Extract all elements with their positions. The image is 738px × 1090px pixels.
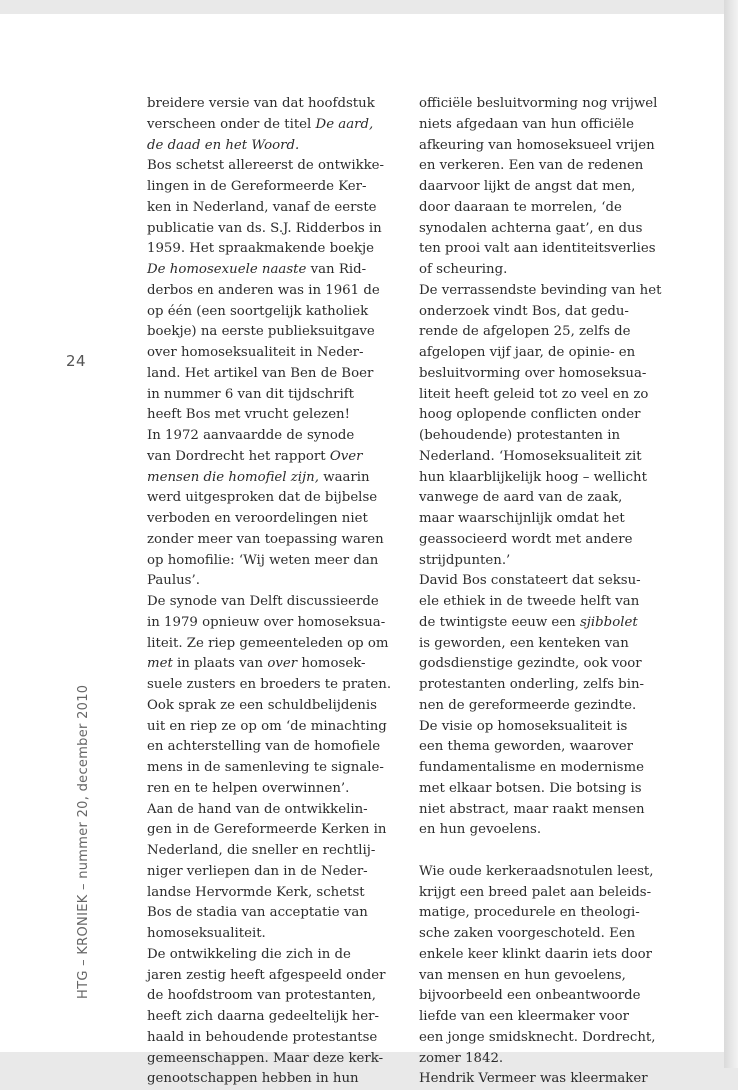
text-run: derbos en anderen was in 1961 de — [147, 282, 380, 298]
text-run: suele zusters en broeders te praten. — [147, 677, 392, 692]
text-run: van mensen en hun gevoelens, — [419, 967, 626, 983]
text-run: homoseksualiteit. — [147, 926, 266, 941]
text-run: liefde van een kleermaker voor — [419, 1009, 629, 1024]
text-line — [419, 696, 665, 717]
text-run: van Dordrecht het rapport — [147, 448, 330, 464]
text-run: matige, procedurele en theologi- — [419, 905, 640, 921]
text-run: Paulus’. — [147, 573, 200, 589]
text-run: Bos schetst allereerst de ontwikke- — [147, 158, 385, 174]
text-run: de twintigste eeuw een — [419, 614, 580, 630]
text-run: Aan de hand van de ontwikkelin- — [147, 801, 368, 817]
text-run: land. Het artikel van Ben de Boer — [147, 365, 374, 381]
italic-text: Over — [329, 448, 363, 464]
text-line — [147, 903, 393, 924]
text-run: nen de gereformeerde gezindte. — [419, 697, 637, 713]
text-line — [147, 136, 393, 157]
text-run: protestanten onderling, zelfs bin- — [419, 677, 645, 692]
italic-text: sjibbolet — [579, 614, 638, 630]
text-line — [419, 800, 665, 821]
text-line — [419, 758, 665, 779]
text-line — [419, 198, 665, 219]
text-line — [419, 115, 665, 136]
text-run: in 1979 opnieuw over homoseksua- — [147, 614, 386, 630]
text-line — [419, 924, 665, 945]
text-line — [147, 883, 393, 904]
text-line — [419, 986, 665, 1007]
text-line — [419, 239, 665, 260]
text-run: werd uitgesproken dat de bijbelse — [147, 490, 378, 506]
text-line — [147, 634, 393, 655]
text-run: verboden en veroordelingen niet — [147, 511, 368, 526]
text-run: niet abstract, maar raakt mensen — [419, 801, 645, 817]
text-run: fundamentalisme en modernisme — [419, 760, 644, 775]
text-line — [147, 717, 393, 738]
text-line — [419, 883, 665, 904]
text-line — [419, 136, 665, 157]
italic-text: de daad en het Woord. — [147, 137, 300, 153]
text-line — [419, 1049, 665, 1070]
text-line — [419, 468, 665, 489]
text-line — [419, 634, 665, 655]
text-line — [147, 1049, 393, 1070]
text-line — [147, 115, 393, 136]
text-line — [147, 343, 393, 364]
text-run: David Bos constateert dat seksu- — [419, 573, 641, 589]
text-line — [147, 281, 393, 302]
text-run: over homoseksualiteit in Neder- — [147, 345, 364, 360]
text-run: krijgt een breed palet aan beleids- — [419, 884, 652, 900]
text-line — [419, 364, 665, 385]
text-line — [147, 592, 393, 613]
text-line — [419, 156, 665, 177]
text-line — [147, 509, 393, 530]
text-run: niger verliepen dan in de Neder- — [147, 863, 368, 879]
text-line — [419, 426, 665, 447]
text-run: De visie op homoseksualiteit is — [419, 718, 628, 734]
text-run: synodalen achterna gaat’, en dus — [419, 220, 643, 236]
text-line — [419, 945, 665, 966]
text-run: (behoudende) protestanten in — [419, 428, 621, 443]
text-run: en hun gevoelens. — [419, 822, 542, 838]
text-line — [147, 468, 393, 489]
text-run: Ook sprak ze een schuldbelijdenis — [147, 697, 377, 713]
text-run: liteit. Ze riep gemeenteleden op om — [147, 635, 389, 651]
text-line — [147, 302, 393, 323]
text-line — [147, 405, 393, 426]
text-run: Nederland, die sneller en rechtlij- — [147, 843, 376, 858]
text-run: niets afgedaan van hun officiële — [419, 116, 635, 132]
text-run: bijvoorbeeld een onbeantwoorde — [419, 988, 641, 1004]
text-line — [147, 177, 393, 198]
text-line — [147, 551, 393, 572]
page-number: 24 — [66, 352, 87, 370]
text-line — [419, 488, 665, 509]
text-run: hun klaarblijkelijk hoog – wellicht — [419, 469, 647, 485]
text-line — [419, 1007, 665, 1028]
text-line — [147, 198, 393, 219]
text-run: afkeuring van homoseksueel vrijen — [419, 137, 655, 153]
text-run: liteit heeft geleid tot zo veel en zo — [419, 386, 649, 402]
text-run: op homofilie: ‘Wij weten meer dan — [147, 552, 379, 568]
text-run: De verrassendste bevinding van het — [419, 282, 662, 298]
text-run: sche zaken voorgeschoteld. Een — [419, 926, 636, 941]
text-run: met elkaar botsen. Die botsing is — [419, 780, 642, 796]
text-run: heeft Bos met vrucht gelezen! — [147, 407, 350, 423]
text-line — [419, 219, 665, 240]
italic-text: De homosexuele naaste — [147, 262, 307, 277]
text-line — [419, 571, 665, 592]
text-line — [419, 675, 665, 696]
text-line — [419, 613, 665, 634]
text-run: In 1972 aanvaardde de synode — [147, 428, 355, 443]
text-line — [147, 219, 393, 240]
text-line — [147, 322, 393, 343]
text-run: ken in Nederland, vanaf de eerste — [147, 199, 377, 215]
text-run: afgelopen vijf jaar, de opinie- en — [419, 345, 636, 360]
text-line — [147, 800, 393, 821]
text-run: in nummer 6 van dit tijdschrift — [147, 386, 355, 402]
text-run: ele ethiek in de tweede helft van — [419, 594, 640, 609]
text-line — [419, 94, 665, 115]
text-run: strijdpunten.’ — [419, 552, 511, 568]
text-line — [419, 302, 665, 323]
text-column-left — [147, 94, 393, 1090]
text-line — [147, 94, 393, 115]
text-run: een jonge smidsknecht. Dordrecht, — [419, 1029, 656, 1045]
text-line — [147, 820, 393, 841]
text-line — [147, 571, 393, 592]
text-run: zomer 1842. — [419, 1050, 504, 1066]
text-run: hoog oplopende conflicten onder — [419, 407, 641, 423]
text-run: in plaats van — [172, 656, 268, 672]
text-line — [419, 737, 665, 758]
text-run: maar waarschijnlijk omdat het — [419, 511, 625, 526]
text-run: vanwege de aard van de zaak, — [419, 490, 623, 506]
text-run: door daaraan te morrelen, ‘de — [419, 199, 622, 215]
text-line — [419, 820, 665, 841]
text-run: Wie oude kerkeraadsnotulen leest, — [419, 863, 654, 879]
text-line — [147, 385, 393, 406]
text-line — [147, 737, 393, 758]
text-run: verscheen onder de titel — [147, 116, 316, 132]
text-line — [147, 1069, 393, 1090]
text-line — [419, 385, 665, 406]
text-line — [147, 426, 393, 447]
text-line — [147, 924, 393, 945]
text-line — [419, 654, 665, 675]
text-line — [419, 862, 665, 883]
text-line — [419, 903, 665, 924]
text-line — [147, 1007, 393, 1028]
text-run: breidere versie van dat hoofdstuk — [147, 96, 375, 111]
text-line — [419, 1028, 665, 1049]
text-run: boekje) na eerste publieksuitgave — [147, 324, 375, 340]
text-column-right — [419, 94, 665, 1090]
text-line — [419, 177, 665, 198]
text-line — [147, 862, 393, 883]
text-line — [147, 260, 393, 281]
italic-text: over — [267, 656, 298, 672]
text-run: landse Hervormde Kerk, schetst — [147, 884, 365, 900]
text-run: De synode van Delft discussieerde — [147, 594, 379, 609]
italic-text: met — [147, 656, 173, 672]
text-run: haald in behoudende protestantse — [147, 1029, 378, 1045]
italic-text: mensen die homofiel zijn, — [147, 469, 319, 485]
text-line — [147, 447, 393, 468]
text-line — [419, 779, 665, 800]
document-page — [0, 14, 724, 1087]
text-line — [419, 343, 665, 364]
text-line — [147, 675, 393, 696]
text-run: een thema geworden, waarover — [419, 739, 633, 755]
text-run: gemeenschappen. Maar deze kerk- — [147, 1050, 384, 1066]
text-line — [419, 405, 665, 426]
text-line — [147, 488, 393, 509]
text-line — [419, 530, 665, 551]
text-line — [147, 758, 393, 779]
text-run: lingen in de Gereformeerde Ker- — [147, 179, 367, 194]
text-run: de hoofdstroom van protestanten, — [147, 988, 376, 1004]
text-line — [419, 717, 665, 738]
text-line — [147, 696, 393, 717]
text-run: Bos de stadia van acceptatie van — [147, 905, 368, 921]
text-run: heeft zich daarna gedeeltelijk her- — [147, 1009, 380, 1024]
text-run: 1959. Het spraakmakende boekje — [147, 241, 375, 257]
text-run: Hendrik Vermeer was kleermaker — [419, 1071, 648, 1087]
text-line — [147, 779, 393, 800]
text-run: enkele keer klinkt daarin iets door — [419, 946, 653, 962]
text-line — [147, 613, 393, 634]
text-line — [147, 841, 393, 862]
text-run: genootschappen hebben in hun — [147, 1071, 359, 1087]
text-run: daarvoor lijkt de angst dat men, — [419, 179, 636, 194]
text-run: ten prooi valt aan identiteitsverlies — [419, 241, 656, 257]
text-run: zonder meer van toepassing waren — [147, 531, 384, 547]
italic-text: De aard, — [315, 116, 374, 132]
text-run: Nederland. ‘Homoseksualiteit zit — [419, 448, 642, 464]
text-line — [419, 509, 665, 530]
text-run: rende de afgelopen 25, zelfs de — [419, 324, 631, 340]
text-line — [147, 364, 393, 385]
text-run: van Rid- — [306, 262, 367, 277]
text-run: ren en te helpen overwinnen’. — [147, 780, 350, 796]
text-run: onderzoek vindt Bos, dat gedu- — [419, 303, 629, 319]
text-run: waarin — [318, 469, 370, 485]
text-run: of scheuring. — [419, 262, 508, 277]
text-line — [147, 966, 393, 987]
text-run: op één (een soortgelijk katholiek — [147, 303, 369, 319]
text-line — [419, 551, 665, 572]
text-line — [419, 592, 665, 613]
text-run: geassocieerd wordt met andere — [419, 531, 633, 547]
text-line — [147, 986, 393, 1007]
text-line — [419, 322, 665, 343]
text-run: mens in de samenleving te signale- — [147, 760, 384, 775]
paragraph-break — [419, 841, 665, 862]
text-line — [147, 156, 393, 177]
text-line — [419, 447, 665, 468]
text-run: gen in de Gereformeerde Kerken in — [147, 822, 387, 838]
text-line — [419, 966, 665, 987]
text-run: godsdienstige gezindte, ook voor — [419, 656, 642, 672]
text-line — [147, 1028, 393, 1049]
text-line — [147, 530, 393, 551]
text-line — [419, 260, 665, 281]
running-head: HTG – KRONIEK – nummer 20, december 2010 — [76, 684, 91, 999]
text-run: jaren zestig heeft afgespeeld onder — [147, 967, 386, 983]
text-run: is geworden, een kenteken van — [419, 635, 629, 651]
text-run: en verkeren. Een van de redenen — [419, 158, 644, 174]
text-run: publicatie van ds. S.J. Ridderbos in — [147, 220, 382, 236]
text-run: uit en riep ze op om ‘de minachting — [147, 718, 387, 734]
text-run: De ontwikkeling die zich in de — [147, 946, 351, 962]
text-line — [147, 945, 393, 966]
text-run: en achterstelling van de homofiele — [147, 739, 381, 755]
text-run: officiële besluitvorming nog vrijwel — [419, 96, 658, 111]
text-run: besluitvorming over homoseksua- — [419, 365, 647, 381]
text-line — [419, 281, 665, 302]
text-run: homosek- — [297, 656, 366, 672]
text-line — [419, 1069, 665, 1090]
text-line — [147, 654, 393, 675]
text-line — [147, 239, 393, 260]
page-edge — [724, 0, 738, 1068]
